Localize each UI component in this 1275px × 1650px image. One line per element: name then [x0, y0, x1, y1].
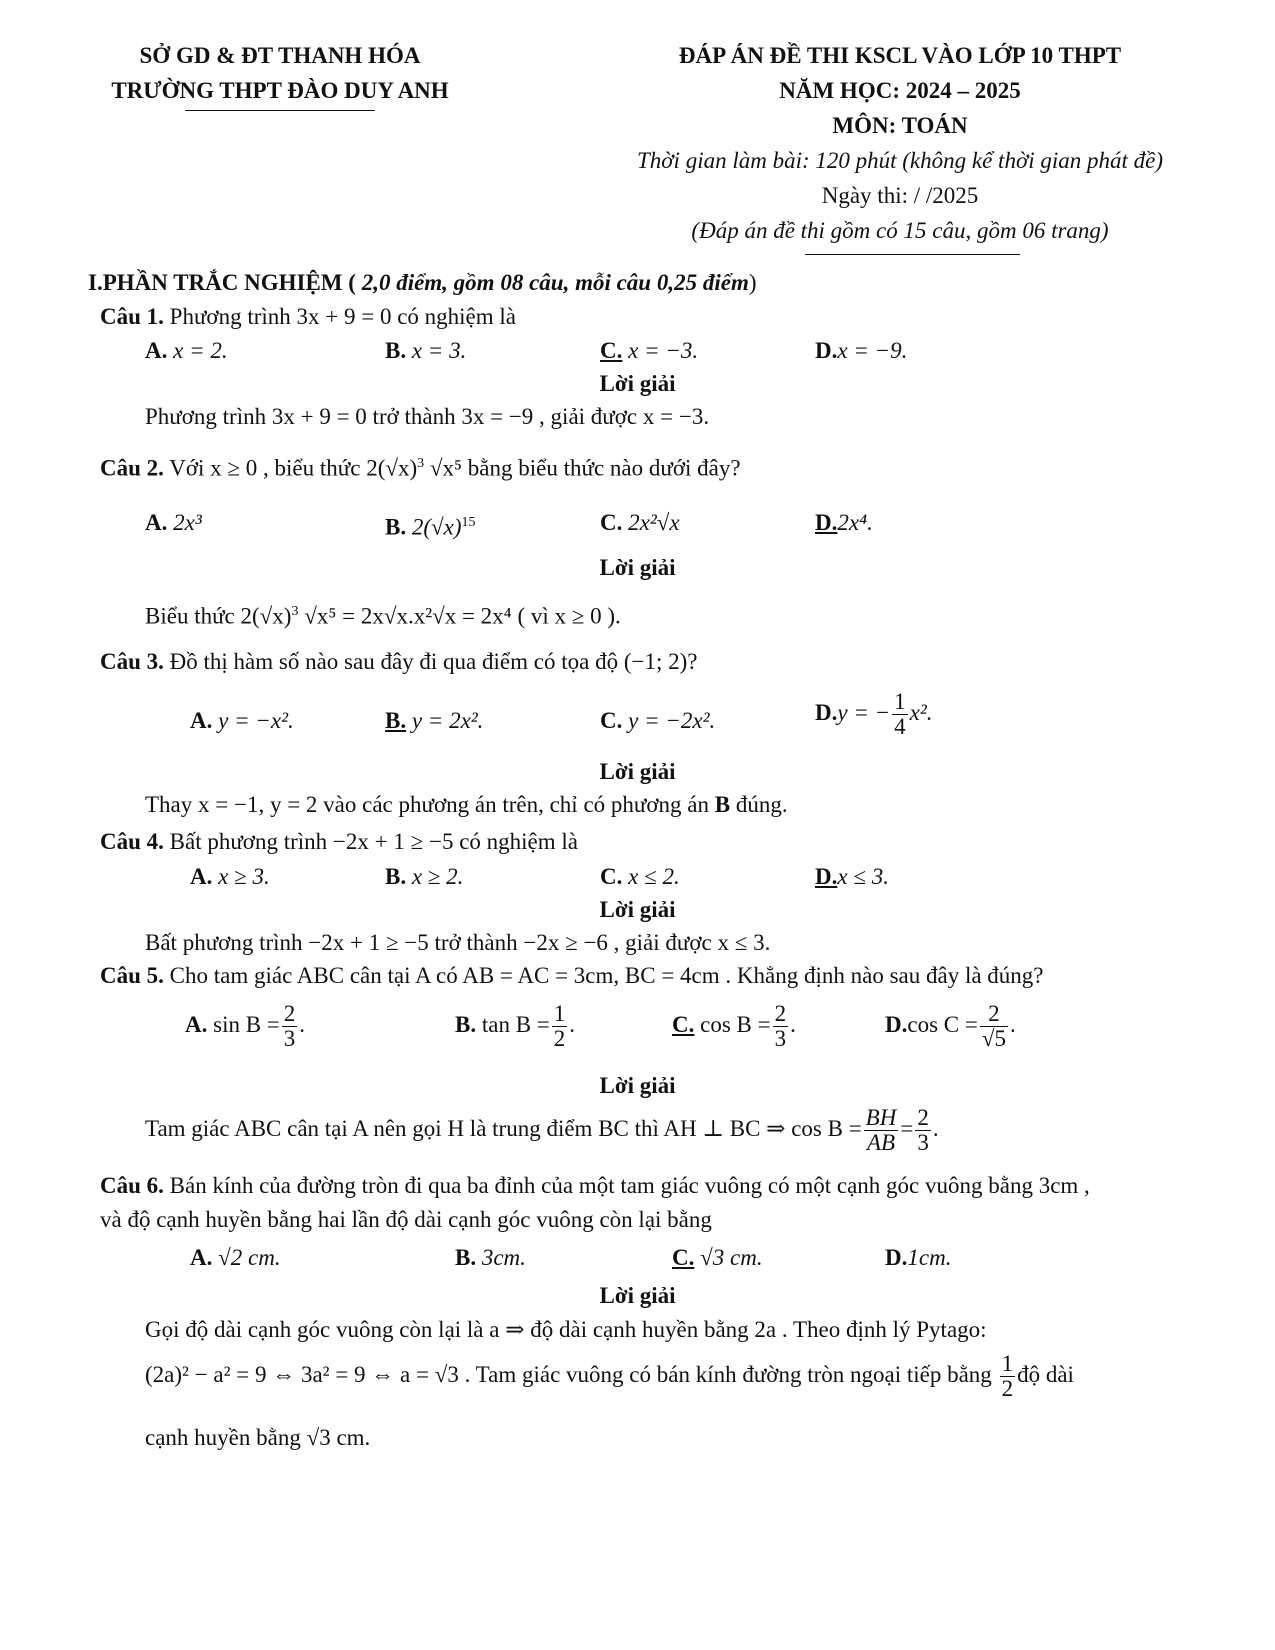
q5-option-b — [455, 1002, 575, 1051]
answer-key-note: (Đáp án đề thi gồm có 15 câu, gồm 06 trang) — [691, 218, 1109, 243]
denominator: 2 — [553, 1026, 566, 1052]
numerator: 2 — [980, 1002, 1008, 1027]
q3-option-c — [600, 706, 715, 736]
option-key: B. — [455, 1245, 477, 1270]
option-text-end: . — [569, 1011, 576, 1037]
q3-option-a — [190, 706, 294, 736]
solution-text: Biểu thức 2(√x) — [145, 603, 292, 629]
option-key: A. — [190, 708, 213, 733]
q4-solution: Bất phương trình −2x + 1 ≥ −5 trở thành −2x ≥ −6 , giải được x ≤ 3. — [145, 930, 771, 955]
option-text: cos B = — [700, 1011, 771, 1037]
denominator: 2 — [1001, 1376, 1014, 1402]
section-heading — [88, 268, 757, 298]
q5-option-d — [885, 1002, 1016, 1051]
correct-option-key: D. — [815, 864, 838, 889]
solution-heading: Lời giải — [599, 555, 676, 580]
question-5 — [100, 961, 1044, 991]
q4-option-b — [385, 862, 463, 892]
option-text: 2x⁴. — [837, 510, 873, 535]
question-label: Câu 2. — [100, 455, 164, 481]
option-key: B. — [385, 864, 407, 889]
option-key: B. — [385, 338, 407, 363]
exponent: 15 — [461, 515, 476, 530]
fraction — [1000, 1352, 1016, 1401]
solution-text: Tam giác ABC cân tại A nên gọi H là trung điểm BC thì AH ⊥ BC ⇒ cos B = — [145, 1115, 862, 1141]
solution-text: Thay x = −1, y = 2 vào các phương án trên, chỉ có phương án — [145, 792, 715, 817]
option-key: D. — [815, 699, 838, 725]
denominator: 4 — [894, 714, 906, 740]
q2-option-c — [600, 508, 680, 538]
option-text-end: x². — [909, 699, 933, 725]
exponent: 3 — [291, 604, 299, 619]
question-label: Câu 6. — [100, 1173, 164, 1198]
q3-option-d — [815, 690, 932, 739]
fraction — [773, 1002, 789, 1051]
option-text: y = 2x². — [411, 708, 484, 733]
q2-option-a — [145, 508, 202, 538]
option-key: A. — [145, 338, 168, 363]
q3-option-b — [385, 706, 483, 736]
section-paren-open: ( — [348, 270, 362, 295]
question-2 — [100, 449, 741, 484]
option-key: D. — [885, 1011, 908, 1037]
solution-heading: Lời giải — [599, 371, 676, 396]
header-left-divider — [185, 110, 375, 111]
solution-heading: Lời giải — [599, 759, 676, 784]
option-text-end: . — [299, 1011, 306, 1037]
subject: MÔN: TOÁN — [832, 113, 968, 138]
solution-heading: Lời giải — [599, 1283, 676, 1308]
q6-solution-line-1: Gọi độ dài cạnh góc vuông còn lại là a ⇒ độ dài cạnh huyền bằng 2a . Theo định lý Pytago: — [145, 1317, 987, 1342]
section-detail: 2,0 điểm, gồm 08 câu, mỗi câu 0,25 điểm — [361, 270, 749, 295]
q4-option-c — [600, 862, 680, 892]
q1-option-c — [600, 336, 698, 366]
correct-option-key: C. — [600, 338, 623, 363]
solution-text-end: độ dài — [1017, 1361, 1074, 1387]
option-key: C. — [600, 510, 623, 535]
option-key: A. — [185, 1011, 208, 1037]
option-text: x = −3. — [628, 338, 699, 363]
question-label: Câu 4. — [100, 829, 164, 854]
option-text: y = −2x². — [628, 708, 716, 733]
q5-option-c — [672, 1002, 796, 1051]
equals-sign: = — [900, 1115, 914, 1141]
denominator: 3 — [774, 1026, 787, 1052]
option-text: y = −x². — [218, 708, 294, 733]
q5-option-a — [185, 1002, 305, 1051]
header-right-divider — [805, 254, 1020, 255]
q2-solution — [145, 597, 621, 632]
solution-text: (2a)² − a² = 9 ⇔ 3a² = 9 ⇔ a = √3 . Tam giác vuông có bán kính đường tròn ngoại tiếp bằng — [145, 1361, 992, 1387]
section-paren-close: ) — [748, 270, 757, 295]
solution-text-end: . — [932, 1115, 939, 1141]
department-name: SỞ GD & ĐT THANH HÓA — [139, 43, 421, 68]
option-key: D. — [885, 1245, 908, 1270]
option-text: 3cm. — [481, 1245, 526, 1270]
question-3 — [100, 647, 697, 677]
question-text-end: √x⁵ bằng biểu thức nào dưới đây? — [424, 455, 741, 481]
option-text: x ≤ 2. — [628, 864, 680, 889]
q6-option-b — [455, 1243, 526, 1273]
q6-solution-line-2 — [145, 1352, 1074, 1401]
q4-option-a — [190, 862, 270, 892]
question-text: Đồ thị hàm số nào sau đây đi qua điểm có tọa độ (−1; 2)? — [169, 649, 698, 674]
option-key: B. — [455, 1011, 477, 1037]
q4-option-d — [815, 862, 889, 892]
question-4 — [100, 827, 578, 857]
question-6-line-2: và độ cạnh huyền bằng hai lần độ dài cạnh góc vuông còn lại bằng — [100, 1207, 712, 1232]
option-text-end: . — [1009, 1011, 1016, 1037]
question-text: Bất phương trình −2x + 1 ≥ −5 có nghiệm là — [169, 829, 578, 854]
option-text: x ≤ 3. — [837, 864, 889, 889]
q6-solution-line-3: cạnh huyền bằng √3 cm. — [145, 1425, 371, 1450]
question-text: Cho tam giác ABC cân tại A có AB = AC = 3cm, BC = 4cm . Khẳng định nào sau đây là đúng? — [169, 963, 1044, 988]
option-key: A. — [145, 510, 168, 535]
correct-option-key: C. — [672, 1245, 695, 1270]
numerator: 1 — [1001, 1351, 1014, 1376]
exam-duration: Thời gian làm bài: 120 phút (không kể thời gian phát đề) — [636, 148, 1164, 173]
q6-option-a — [190, 1243, 281, 1273]
denominator: 3 — [283, 1026, 296, 1052]
option-text: 2x²√x — [628, 510, 680, 535]
option-text: tan B = — [481, 1011, 550, 1037]
option-text: x ≥ 3. — [218, 864, 270, 889]
q2-option-b — [385, 508, 476, 543]
solution-text-end: √x⁵ = 2x√x.x²√x = 2x⁴ ( vì x ≥ 0 ). — [298, 603, 621, 629]
question-text: Bán kính của đường tròn đi qua ba đỉnh của một tam giác vuông có một cạnh góc vuông bằng 3cm , — [169, 1173, 1090, 1198]
option-text: y = − — [837, 699, 891, 725]
exponent: 3 — [417, 456, 425, 471]
exam-date: Ngày thi: / /2025 — [821, 183, 979, 208]
fraction — [915, 1106, 931, 1155]
denominator: AB — [866, 1130, 896, 1156]
option-text: √3 cm. — [700, 1245, 763, 1270]
question-1 — [100, 302, 516, 332]
question-label: Câu 3. — [100, 649, 164, 674]
numerator: 2 — [283, 1001, 296, 1026]
solution-heading: Lời giải — [599, 897, 676, 922]
q6-option-c — [672, 1243, 763, 1273]
fraction — [552, 1002, 568, 1051]
fraction — [864, 1106, 899, 1155]
option-text: x = 2. — [173, 338, 228, 363]
q5-solution — [145, 1106, 939, 1155]
correct-option-key: D. — [815, 510, 838, 535]
option-key: D. — [815, 338, 838, 363]
school-name: TRƯỜNG THPT ĐÀO DUY ANH — [111, 78, 449, 103]
header-left — [60, 38, 500, 111]
option-text: x ≥ 2. — [411, 864, 464, 889]
q2-option-d — [815, 508, 873, 538]
correct-option-key: C. — [672, 1011, 695, 1037]
header-right — [560, 38, 1240, 255]
solution-answer: B — [714, 792, 731, 817]
option-key: A. — [190, 864, 213, 889]
numerator: 2 — [774, 1001, 787, 1026]
option-text: 2(√x) — [411, 514, 462, 540]
option-text: 1cm. — [907, 1245, 952, 1270]
fraction — [282, 1002, 298, 1051]
fraction — [980, 1002, 1008, 1051]
question-text: Với x ≥ 0 , biểu thức 2(√x) — [169, 455, 418, 481]
option-text: 2x³ — [173, 510, 202, 535]
option-text-end: . — [790, 1011, 796, 1037]
option-text: cos C = — [907, 1011, 978, 1037]
question-label: Câu 1. — [100, 304, 164, 329]
q1-option-d — [815, 336, 907, 366]
option-key: C. — [600, 864, 623, 889]
denominator: 3 — [917, 1130, 929, 1156]
solution-heading: Lời giải — [599, 1073, 676, 1098]
fraction — [892, 690, 908, 739]
option-key: C. — [600, 708, 623, 733]
numerator: 1 — [553, 1001, 566, 1026]
numerator: 1 — [894, 689, 906, 714]
q1-option-b — [385, 336, 466, 366]
option-text: x = −9. — [837, 338, 908, 363]
school-year: NĂM HỌC: 2024 – 2025 — [779, 78, 1021, 103]
option-key: B. — [385, 514, 407, 540]
solution-text-end: đúng. — [730, 792, 788, 817]
q1-solution: Phương trình 3x + 9 = 0 trở thành 3x = −9 , giải được x = −3. — [145, 404, 710, 429]
question-label: Câu 5. — [100, 963, 164, 988]
question-text: Phương trình 3x + 9 = 0 có nghiệm là — [169, 304, 517, 329]
exam-title: ĐÁP ÁN ĐỀ THI KSCL VÀO LỚP 10 THPT — [678, 43, 1122, 68]
q6-option-d — [885, 1243, 951, 1273]
numerator: 2 — [917, 1105, 929, 1130]
section-title: I.PHẦN TRẮC NGHIỆM — [88, 270, 343, 295]
q3-solution — [145, 790, 788, 820]
numerator: BH — [865, 1105, 897, 1130]
option-text: √2 cm. — [218, 1245, 281, 1270]
option-text: x = 3. — [411, 338, 467, 363]
correct-option-key: B. — [385, 708, 407, 733]
q1-option-a — [145, 336, 228, 366]
question-6 — [100, 1171, 1090, 1201]
option-key: A. — [190, 1245, 213, 1270]
denominator: √5 — [981, 1026, 1006, 1052]
option-text: sin B = — [213, 1011, 280, 1037]
